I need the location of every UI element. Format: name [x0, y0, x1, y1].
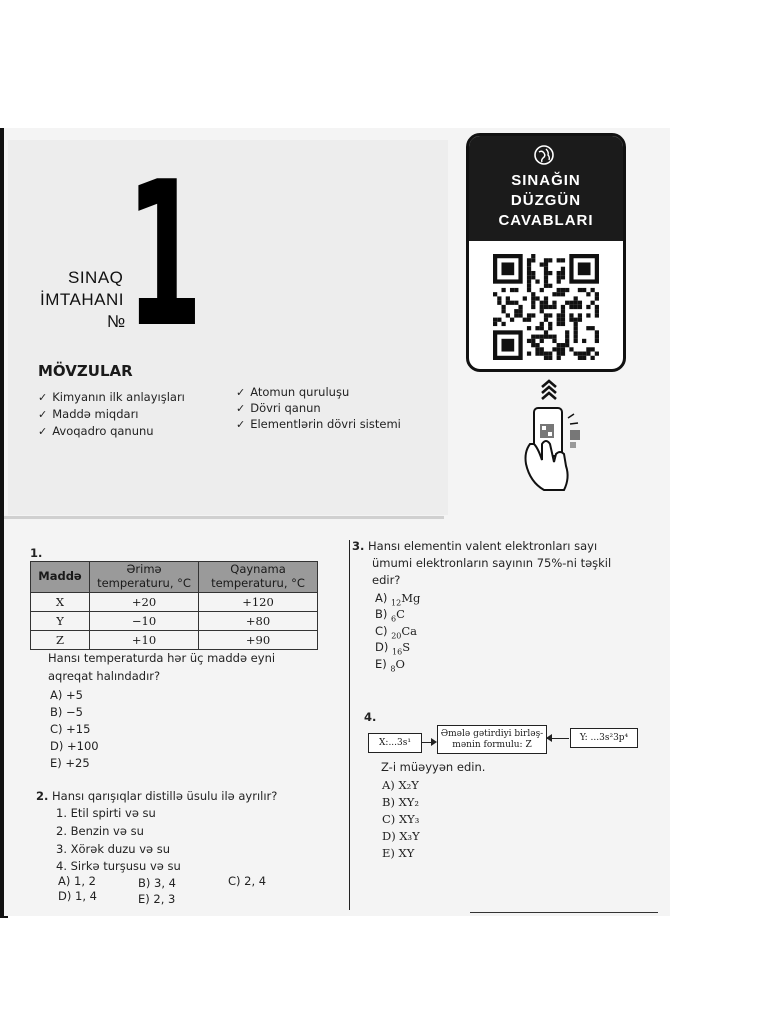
q1-table [30, 561, 318, 650]
chevrons-up-icon [540, 378, 558, 400]
q4-box-y: Y: ...3s²3p⁴ [570, 728, 638, 748]
table-header-row [31, 562, 318, 593]
q4-question: Z-i müəyyən edin. [381, 760, 486, 774]
table-cell: +10 [90, 630, 199, 649]
q2-item-2: 2. Benzin və su [56, 824, 144, 838]
exam-number: 1 [126, 139, 203, 372]
q1-question-line2: aqreqat halındadır? [48, 669, 161, 683]
check-icon: ✓ [38, 425, 48, 438]
q2-option-c[interactable]: C) 2, 4 [228, 874, 267, 888]
table-row [31, 592, 318, 611]
q3-option-b[interactable]: B) $_6$C [375, 607, 405, 624]
table-header-cell: Qaynama temperaturu, °C [199, 562, 318, 593]
topic-right-1: ✓ Atomun quruluşu [236, 385, 350, 399]
q2-item-4: 4. Sirkə turşusu və su [56, 859, 181, 873]
q4-box-x: X:...3s¹ [368, 733, 422, 753]
check-icon: ✓ [236, 402, 246, 415]
topics-heading: MÖVZULAR [38, 362, 133, 380]
table-row [31, 630, 318, 649]
check-icon: ✓ [38, 408, 48, 421]
table-cell: +80 [199, 611, 318, 630]
exam-title-line1: SINAQ [68, 268, 124, 287]
q3-option-a[interactable]: A) $_{12}$Mg [375, 591, 421, 608]
topic-left-1: ✓ Kimyanın ilk anlayışları [38, 390, 185, 404]
q1-option-d[interactable]: D) +100 [50, 739, 99, 753]
exam-title-line3: № [107, 312, 126, 331]
q1-question-line1: Hansı temperaturda hər üç maddə eyni [48, 651, 276, 665]
q4-option-e[interactable]: E) XY [382, 846, 415, 860]
table-header-cell: Maddə [31, 562, 90, 593]
table-row [31, 611, 318, 630]
topic-left-2: ✓ Maddə miqdarı [38, 407, 139, 421]
q1-option-e[interactable]: E) +25 [50, 756, 90, 770]
column-divider [349, 540, 350, 910]
q2-item-3: 3. Xörək duzu və su [56, 842, 171, 856]
table-cell: Z [31, 630, 90, 649]
q2-item-1: 1. Etil spirti və su [56, 806, 156, 820]
arrowhead-left-icon [546, 734, 552, 742]
q4-option-c[interactable]: C) XY₃ [382, 812, 420, 826]
check-icon: ✓ [38, 391, 48, 404]
qr-title-line1: SINAĞIN [511, 172, 581, 189]
table-cell: +90 [199, 630, 318, 649]
topic-right-2: ✓ Dövri qanun [236, 401, 321, 415]
table-cell: Y [31, 611, 90, 630]
qr-code-icon[interactable] [491, 254, 601, 360]
q4-option-b[interactable]: B) XY₂ [382, 795, 419, 809]
q4-number: 4. [364, 710, 377, 724]
q3-option-e[interactable]: E) $_8$O [375, 657, 405, 674]
q2-question: 2. Hansı qarışıqlar distillə üsulu ilə ayrılır? [36, 789, 278, 803]
footer-rule [470, 912, 658, 913]
qr-title-line2: DÜZGÜN [510, 192, 582, 209]
exam-title-line2: İMTAHANI [40, 290, 124, 309]
globe-icon [533, 144, 555, 166]
q3-option-d[interactable]: D) $_{16}$S [375, 640, 411, 657]
q4-option-d[interactable]: D) X₃Y [382, 829, 420, 843]
q2-option-e[interactable]: E) 2, 3 [138, 892, 176, 906]
q1-option-a[interactable]: A) +5 [50, 688, 83, 702]
phone-scan-hand-icon [520, 404, 588, 496]
check-icon: ✓ [236, 418, 246, 431]
table-cell: +20 [90, 592, 199, 611]
q2-option-a[interactable]: A) 1, 2 [58, 874, 96, 888]
header-divider [4, 516, 444, 519]
q3-question-line2: ümumi elektronların sayının 75%-ni təşkil [372, 556, 612, 570]
q1-option-c[interactable]: C) +15 [50, 722, 91, 736]
q3-option-c[interactable]: C) $_{20}$Ca [375, 624, 418, 641]
q1-option-b[interactable]: B) −5 [50, 705, 83, 719]
answers-qr-card[interactable] [466, 133, 626, 372]
table-cell: −10 [90, 611, 199, 630]
table-cell: X [31, 592, 90, 611]
table-cell: +120 [199, 592, 318, 611]
header-panel [8, 140, 448, 515]
check-icon: ✓ [236, 386, 246, 399]
q2-option-b[interactable]: B) 3, 4 [138, 876, 176, 890]
topic-left-3: ✓ Avoqadro qanunu [38, 424, 154, 438]
q2-option-d[interactable]: D) 1, 4 [58, 889, 97, 903]
q3-question-line1: 3. Hansı elementin valent elektronları sayı [352, 539, 598, 553]
q3-question-line3: edir? [372, 573, 401, 587]
q4-box-center: Əmələ gətirdiyi birləş- mənin formulu: Z [437, 725, 547, 754]
qr-title-line3: CAVABLARI [498, 212, 594, 229]
q4-option-a[interactable]: A) X₂Y [382, 778, 419, 792]
table-header-cell: Ərimə temperaturu, °C [90, 562, 199, 593]
q1-number: 1. [30, 546, 43, 560]
topic-right-3: ✓ Elementlərin dövri sistemi [236, 417, 401, 431]
